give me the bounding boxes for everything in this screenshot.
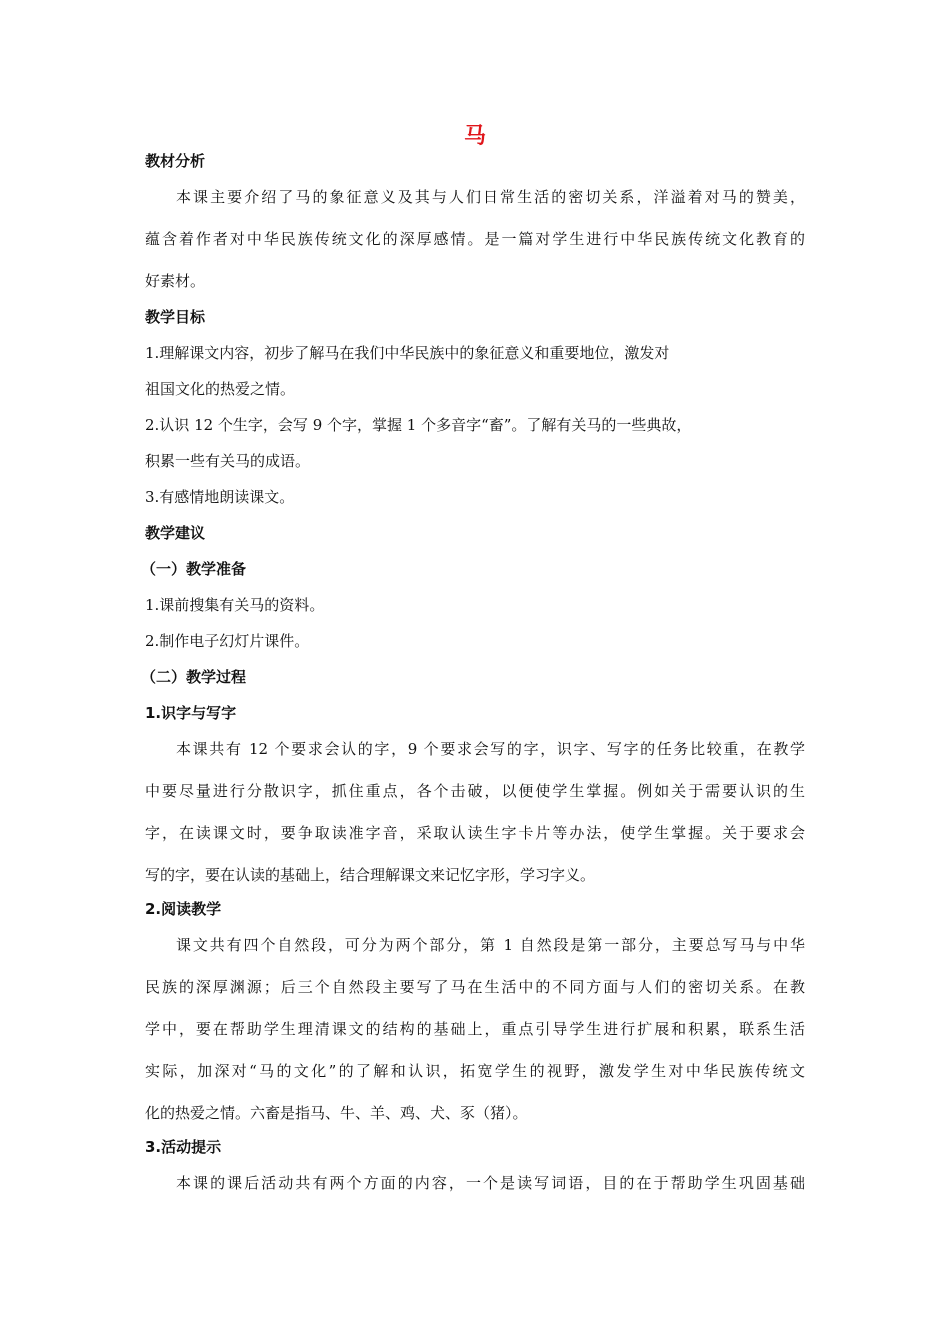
goal-item: 3.有感情地朗读课文。: [145, 488, 295, 506]
paragraph-line: 实际，加深对“马的文化”的了解和认识，拓宽学生的视野，激发学生对中华民族传统文: [145, 1062, 805, 1080]
goal-item-continuation: 积累一些有关马的成语。: [145, 452, 311, 470]
section-heading-material-analysis: 教材分析: [145, 152, 206, 170]
subsection-heading-preparation: （一）教学准备: [141, 560, 247, 578]
paragraph-line: 本课共有 12 个要求会认的字，9 个要求会写的字，识字、写字的任务比较重，在教学: [176, 740, 805, 758]
paragraph-line: 民族的深厚渊源；后三个自然段主要写了马在生活中的不同方面与人们的密切关系。在教: [145, 978, 805, 996]
paragraph-line: 中要尽量进行分散识字，抓住重点，各个击破，以便使学生掌握。例如关于需要认识的生: [145, 782, 805, 800]
paragraph-line: 学中，要在帮助学生理清课文的结构的基础上，重点引导学生进行扩展和积累，联系生活: [145, 1020, 805, 1038]
step-heading-reading: 2.阅读教学: [145, 900, 222, 918]
goal-item-continuation: 祖国文化的热爱之情。: [145, 380, 296, 398]
paragraph-line: 写的字，要在认读的基础上，结合理解课文来记忆字形，学习字义。: [145, 866, 596, 884]
paragraph-line: 好素材。: [145, 272, 206, 290]
paragraph-line: 课文共有四个自然段，可分为两个部分，第 1 自然段是第一部分，主要总写马与中华: [176, 936, 805, 954]
paragraph-line: 字，在读课文时，要争取读准字音，采取认读生字卡片等办法，使学生掌握。关于要求会: [145, 824, 805, 842]
section-heading-teaching-goals: 教学目标: [145, 308, 206, 326]
step-heading-activities: 3.活动提示: [145, 1138, 222, 1156]
paragraph-line: 本课的课后活动共有两个方面的内容，一个是读写词语，目的在于帮助学生巩固基础: [176, 1174, 805, 1192]
paragraph-line: 蕴含着作者对中华民族传统文化的深厚感情。是一篇对学生进行中华民族传统文化教育的: [145, 230, 805, 248]
step-heading-literacy: 1.识字与写字: [145, 704, 237, 722]
page-title: 马: [463, 123, 486, 149]
subsection-heading-process: （二）教学过程: [141, 668, 247, 686]
list-item: 2.制作电子幻灯片课件。: [145, 632, 310, 650]
section-heading-teaching-suggestions: 教学建议: [145, 524, 206, 542]
paragraph-line: 化的热爱之情。六畜是指马、牛、羊、鸡、犬、豕（猪）。: [145, 1104, 528, 1122]
goal-item: 2.认识 12 个生字，会写 9 个字，掌握 1 个多音字“畜”。了解有关马的一些典故，: [145, 416, 692, 434]
paragraph-line: 本课主要介绍了马的象征意义及其与人们日常生活的密切关系，洋溢着对马的赞美，: [176, 188, 805, 206]
list-item: 1.课前搜集有关马的资料。: [145, 596, 325, 614]
goal-item: 1.理解课文内容，初步了解马在我们中华民族中的象征意义和重要地位，激发对: [145, 344, 670, 362]
